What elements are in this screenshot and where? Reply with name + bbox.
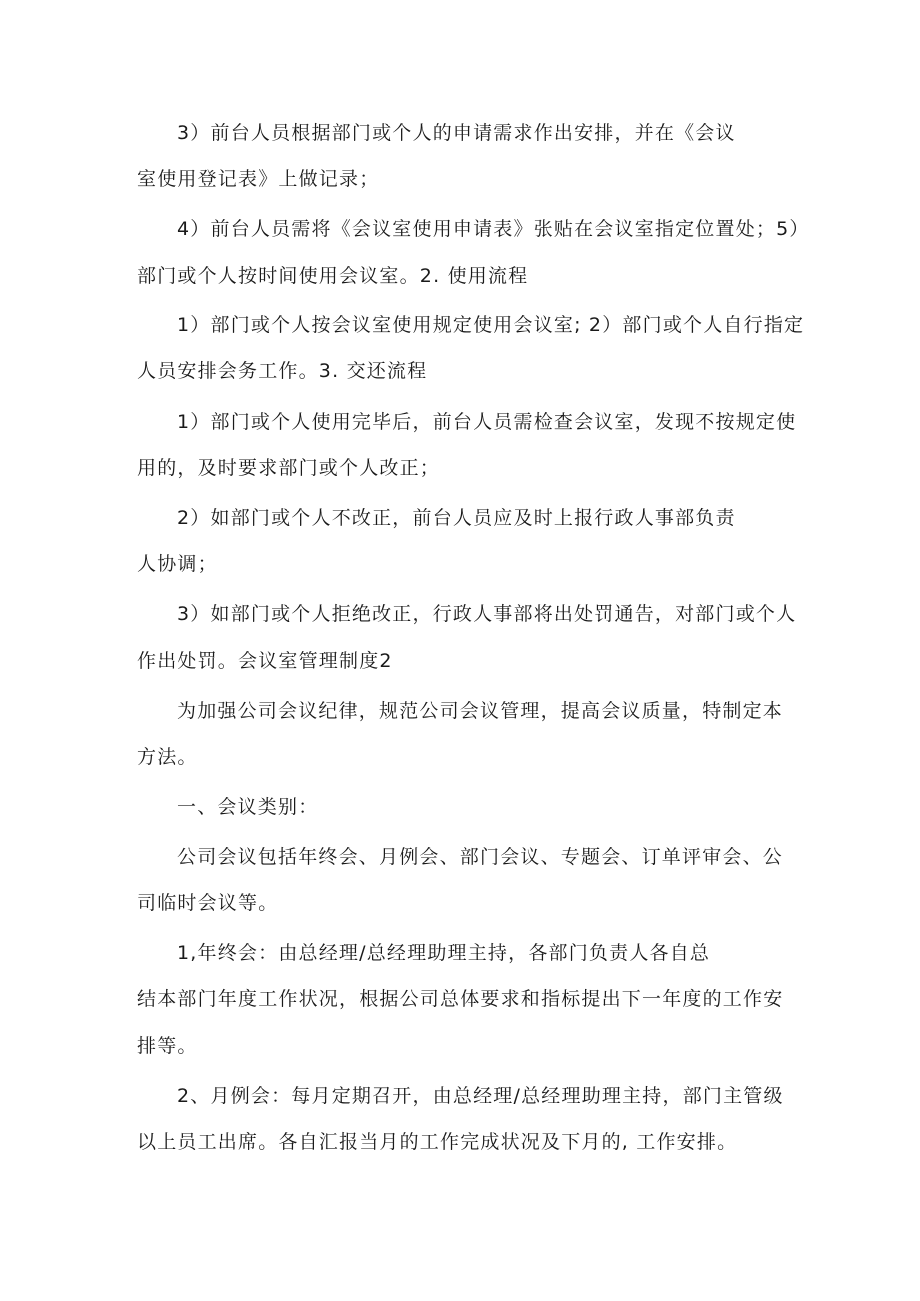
paragraph-line: 1,年终会：由总经理/总经理助理主持，各部门负责人各自总	[177, 942, 711, 964]
paragraph-line: 方法。	[137, 746, 198, 768]
paragraph-line: 室使用登记表》上做记录；	[137, 168, 380, 190]
paragraph-line: 人协调；	[137, 553, 218, 575]
paragraph-line: 3）前台人员根据部门或个人的申请需求作出安排，并在《会议	[177, 122, 736, 144]
paragraph-line: 公司会议包括年终会、月例会、部门会议、专题会、订单评审会、公	[177, 846, 784, 868]
paragraph-line: 司临时会议等。	[137, 892, 279, 914]
paragraph-line: 作出处罚。会议室管理制度2	[137, 650, 393, 672]
paragraph-line: 2、月例会：每月定期召开，由总经理/总经理助理主持，部门主管级	[177, 1085, 784, 1107]
section-heading: 一、会议类别：	[177, 796, 319, 818]
paragraph-line: 部门或个人按时间使用会议室。2. 使用流程	[137, 265, 529, 287]
paragraph-line: 1）部门或个人按会议室使用规定使用会议室; 2）部门或个人自行指定	[177, 314, 805, 336]
paragraph-line: 结本部门年度工作状况，根据公司总体要求和指标提出下一年度的工作安	[137, 988, 784, 1010]
paragraph-line: 为加强公司会议纪律，规范公司会议管理，提高会议质量，特制定本	[177, 700, 784, 722]
paragraph-line: 以上员工出席。各自汇报当月的工作完成状况及下月的, 工作安排。	[137, 1131, 738, 1153]
paragraph-line: 1）部门或个人使用完毕后，前台人员需检查会议室，发现不按规定使	[177, 411, 797, 433]
paragraph-line: 排等。	[137, 1035, 198, 1057]
paragraph-line: 2）如部门或个人不改正，前台人员应及时上报行政人事部负责	[177, 507, 736, 529]
paragraph-line: 人员安排会务工作。3. 交还流程	[137, 360, 428, 382]
paragraph-line: 4）前台人员需将《会议室使用申请表》张贴在会议室指定位置处；5）	[177, 218, 810, 240]
paragraph-line: 用的，及时要求部门或个人改正；	[137, 457, 441, 479]
paragraph-line: 3）如部门或个人拒绝改正，行政人事部将出处罚通告，对部门或个人	[177, 603, 797, 625]
